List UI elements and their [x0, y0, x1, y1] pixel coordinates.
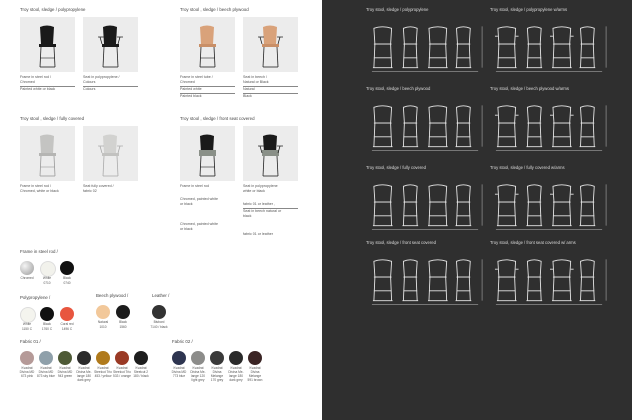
caption-frame: Frame in steel rod /	[20, 184, 51, 188]
caption-frame-paint: Painted white or black	[20, 87, 56, 91]
color-swatch	[20, 351, 34, 365]
color-swatch	[40, 307, 54, 321]
drawing-title: Troy stool, sledge / fully covered w/arms	[490, 165, 565, 170]
color-swatch	[96, 305, 110, 319]
section-title-fully-covered: Troy stool , sledge / fully covered	[20, 116, 85, 121]
color-swatch	[60, 261, 74, 275]
caption-seat: Seat in polypropylene /	[83, 75, 120, 79]
caption-seat-black: Black	[243, 94, 252, 98]
swatch-label: Kvadrat Steelcut 2 180 / black	[133, 366, 149, 378]
leather-swatches-title: Leather /	[152, 293, 170, 298]
color-swatch	[39, 351, 53, 365]
caption-seat: Seat in polypropylene	[243, 184, 278, 188]
drawing-title: Troy stool, sledge / front seat covered w/ arms	[490, 240, 576, 245]
caption-seat-finish: Colours	[83, 80, 96, 84]
stool-line-drawing	[368, 255, 486, 307]
swatch-code: 7140 / black	[150, 324, 168, 329]
color-swatch	[116, 305, 130, 319]
swatch-label: Bisbord	[153, 320, 165, 324]
beech-swatches-title: Beech plywood /	[96, 293, 129, 298]
swatch-label: White	[42, 276, 52, 280]
caption-frame-finish: Chromed	[180, 80, 195, 84]
swatch-label: Kvadrat Divina Melange 591 brown	[247, 366, 263, 382]
drawing-title: Troy stool, sledge / beech plywood	[366, 86, 431, 91]
swatch-code: 0710	[43, 280, 51, 285]
swatch-label: Kvadrat Steelcut Trio 453 / yellow	[94, 366, 112, 378]
swatch-code: 1496 C	[61, 326, 73, 331]
stool-line-drawing	[492, 255, 610, 307]
drawing-title: Troy stool, sledge / front seat covered	[366, 240, 436, 245]
color-swatch	[172, 351, 186, 365]
photo-stool-beech-natural	[180, 17, 235, 72]
color-swatch	[152, 305, 166, 319]
color-swatch	[20, 261, 34, 275]
color-swatch	[40, 261, 56, 277]
caption-seat-beech-2: black	[243, 214, 252, 218]
swatch-label: Black	[119, 320, 127, 324]
swatch-label: Kvadrat Divina MD 943 green	[57, 366, 73, 378]
photo-stool-pp-arms	[83, 17, 138, 72]
caption-frame-finish: Chromed, painted white	[180, 197, 218, 201]
caption-frame-finish-2: or black	[180, 202, 193, 206]
section-title-polypropylene: Troy stool, sledge / polypropylene	[20, 7, 86, 12]
swatch-code: 1010	[99, 324, 107, 329]
stool-line-drawing	[492, 180, 610, 232]
swatch-code: 1760 C	[41, 326, 53, 331]
color-swatch	[60, 307, 74, 321]
frame-swatches-title: Frame in steel rod /	[20, 249, 58, 254]
caption-frame-finish: Chromed, white or black	[20, 189, 59, 193]
caption-seat-fabric: fabric 01 or leather ,	[243, 202, 275, 206]
drawing-title: Troy stool, sledge / polypropylene	[366, 7, 429, 12]
swatch-label: Coral red	[60, 322, 74, 326]
photo-stool-beech-arms	[243, 17, 298, 72]
caption-frame-finish-3: Chromed, painted white	[180, 222, 218, 226]
color-swatch	[229, 351, 243, 365]
drawing-title: Troy stool, sledge / beech plywood w/arms	[490, 86, 569, 91]
color-swatch	[58, 351, 72, 365]
swatch-label: Kvadrat Divina Melange 170 grey	[210, 366, 224, 382]
stool-line-drawing	[492, 22, 610, 74]
color-swatch	[77, 351, 91, 365]
photo-stool-pp-black	[20, 17, 75, 72]
stool-line-drawing	[368, 101, 486, 153]
photo-stool-front-covered-arms	[243, 126, 298, 181]
color-swatch	[20, 307, 36, 323]
caption-seat-fabric-2: fabric 01 or leather	[243, 232, 273, 236]
caption-seat-natural: Natural	[243, 87, 255, 91]
drawing-title: Troy stool, sledge / fully covered	[366, 165, 426, 170]
stool-line-drawing	[368, 22, 486, 74]
color-swatch	[134, 351, 148, 365]
caption-seat-colours: Colours	[83, 87, 96, 91]
fabric01-title: Fabric 01 /	[20, 339, 41, 344]
section-title-beech: Troy stool , sledge / beech plywood	[180, 7, 249, 12]
stool-line-drawing	[492, 101, 610, 153]
swatch-label: Kvadrat Divina Me-lange 180 dark grey	[76, 366, 92, 382]
caption-frame: Frame in steel tube /	[180, 75, 213, 79]
swatch-label: Kvadrat Divina MD 673 pink	[19, 366, 35, 378]
swatch-label: Kvadrat Divina Me-lange 180 dark grey	[228, 366, 244, 382]
swatch-label: Black	[63, 276, 71, 280]
swatch-code: 1150 C	[21, 326, 33, 331]
drawing-title: Troy stool, sledge / polypropylene w/arms	[490, 7, 568, 12]
caption-frame-finish-4: or black	[180, 227, 193, 231]
swatch-code: 1560	[119, 324, 127, 329]
photo-stool-front-covered	[180, 126, 235, 181]
swatch-label: Black	[43, 322, 51, 326]
caption-seat-fabric: fabric 02	[83, 189, 97, 193]
color-swatch	[248, 351, 262, 365]
color-swatch	[210, 351, 224, 365]
swatch-label: Natural	[97, 320, 109, 324]
caption-frame-black: Painted black	[180, 94, 202, 98]
swatch-label: White	[22, 322, 32, 326]
swatch-label: Chromed	[20, 276, 34, 280]
swatch-code: 0740	[63, 280, 71, 285]
caption-seat: Seat fully covered /	[83, 184, 114, 188]
color-swatch	[115, 351, 129, 365]
caption-frame: Frame in steel rod /	[20, 75, 51, 79]
caption-frame: Frame in steel rod	[180, 184, 209, 188]
swatch-label: Kvadrat Divina MD 773 blue	[171, 366, 187, 378]
caption-seat: Seat in beech /	[243, 75, 267, 79]
fabric02-title: Fabric 02 /	[172, 339, 193, 344]
caption-seat-beech: Seat in beech natural or	[243, 209, 282, 213]
photo-stool-covered-white	[20, 126, 75, 181]
caption-frame-white: Painted white	[180, 87, 202, 91]
caption-seat-finish: Natural or Black	[243, 80, 269, 84]
swatch-label: Kvadrat Divina MD 873 sky blue	[37, 366, 55, 378]
color-swatch	[96, 351, 110, 365]
caption-frame-finish: Chromed	[20, 80, 35, 84]
caption-seat-finish: white or black	[243, 189, 265, 193]
swatch-label: Kvadrat Divina Me-lange 120 light grey	[190, 366, 206, 382]
pp-swatches-title: Polypropylene /	[20, 295, 51, 300]
swatch-label: Kvadrat Steelcut Trio 533 / orange	[113, 366, 131, 378]
color-swatch	[191, 351, 205, 365]
stool-line-drawing	[368, 180, 486, 232]
photo-stool-covered-arms	[83, 126, 138, 181]
section-title-front-seat: Troy stool , sledge / front seat covered	[180, 116, 255, 121]
